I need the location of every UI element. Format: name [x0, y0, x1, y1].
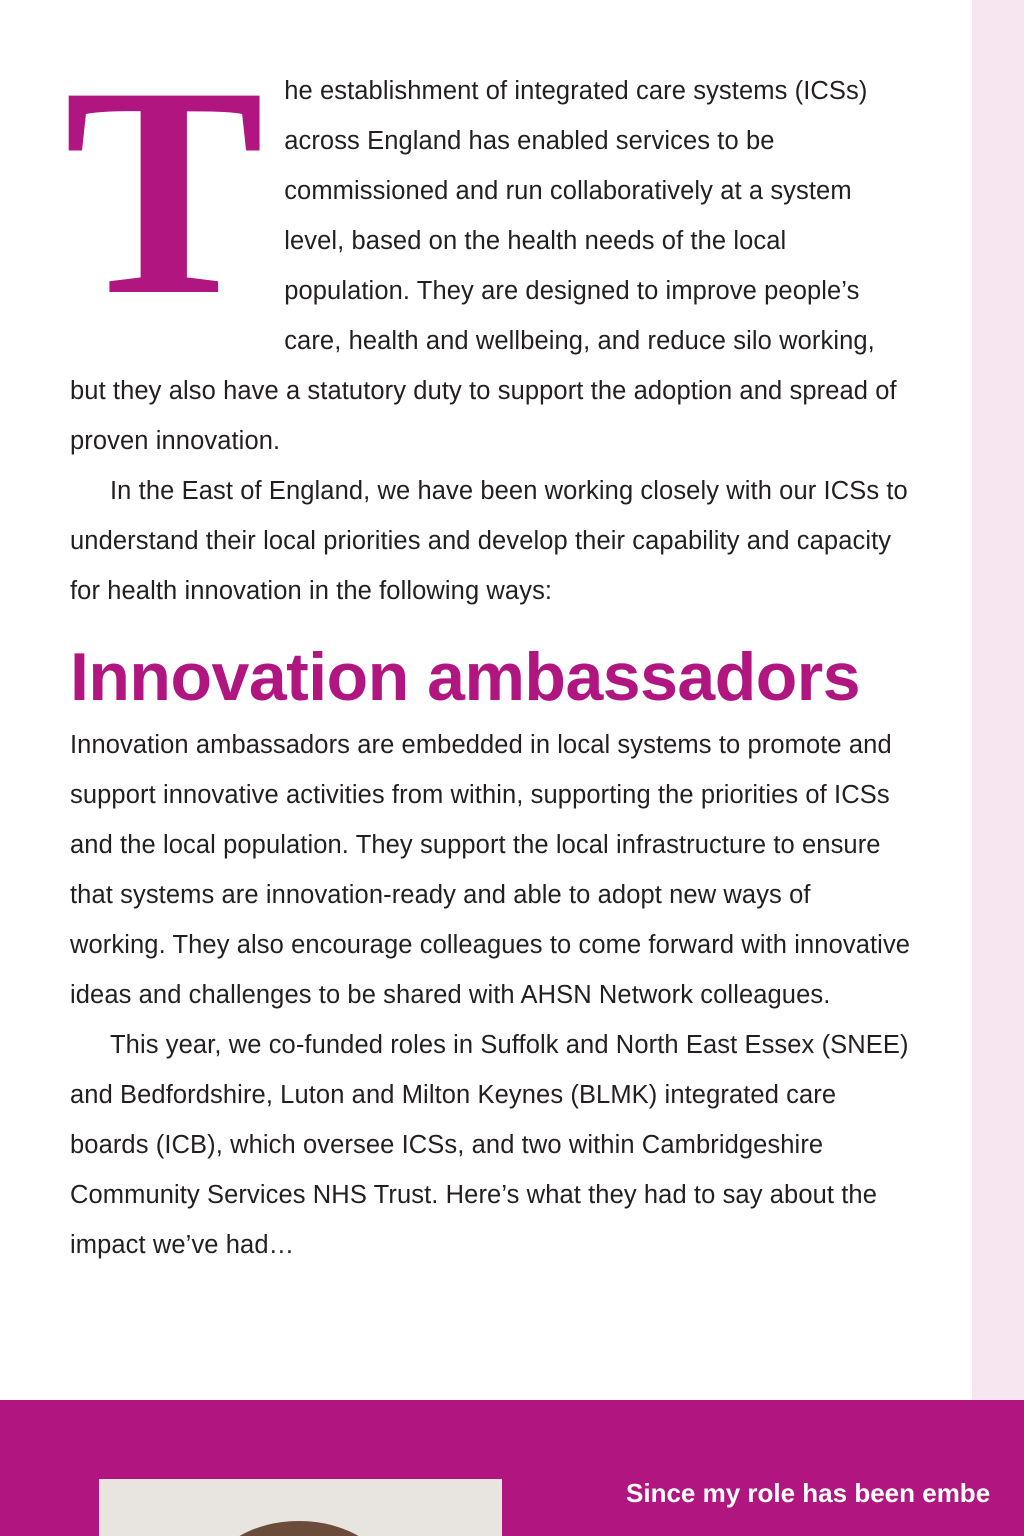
- portrait-photo: [99, 1479, 502, 1536]
- intro-paragraph-1-text: he establishment of integrated care systems (ICSs) across England has enabled services to be commissioned and run collaboratively at a system level, based on the health needs of the local population. They are designed to improve people’s care, health and wellbeing, and reduce silo working, but they also have a statutory duty to support the adoption and spread of proven innovation.: [70, 77, 897, 455]
- side-stripe: [972, 0, 1024, 1400]
- quote-text: Since my role has been embe: [626, 1478, 991, 1508]
- intro-paragraph-1: [64, 25, 912, 466]
- quote-band: [0, 1400, 1024, 1536]
- article-body: [64, 25, 912, 1270]
- intro-paragraph-2: In the East of England, we have been working closely with our ICSs to understand their local priorities and develop their capability and capacity for health innovation in the following ways:: [70, 477, 908, 605]
- section-paragraph-2: This year, we co-funded roles in Suffolk and North East Essex (SNEE) and Bedfordshire, Luton and Milton Keynes (BLMK) integrated care boards (ICB), which oversee ICSs, and two within Cambridgeshire Community Services NHS Trust. Here’s what they had to say about the impact we’ve had…: [70, 1031, 909, 1259]
- section-heading: Innovation ambassadors: [70, 639, 861, 715]
- section-paragraph-1: Innovation ambassadors are embedded in local systems to promote and support innovative activities from within, supporting the priorities of ICSs and the local population. They support the local infrastructure to ensure that systems are innovation-ready and able to adopt new ways of working. They also encourage colleagues to come forward with innovative ideas and challenges to be shared with AHSN Network colleagues.: [70, 731, 911, 1009]
- portrait-hair-shape: [209, 1521, 389, 1536]
- drop-cap: T: [64, 25, 265, 357]
